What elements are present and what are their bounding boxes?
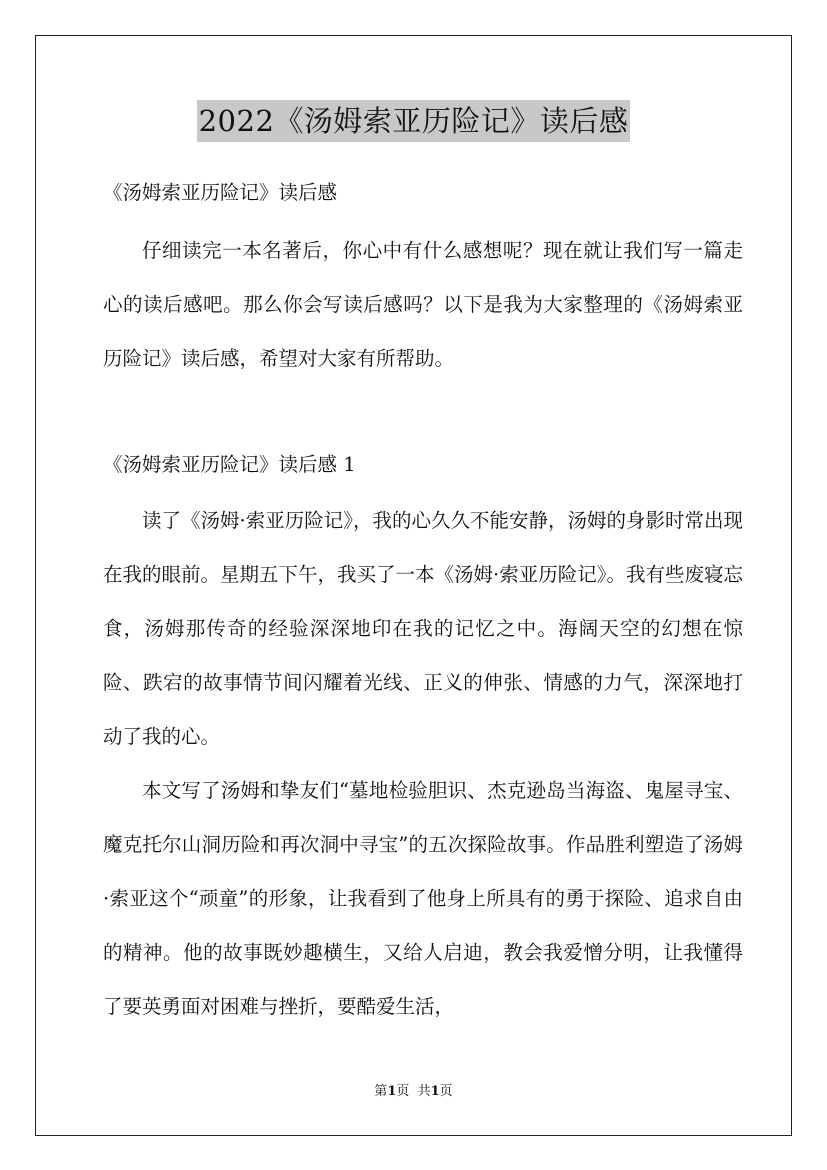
- footer-total-suffix: 页: [439, 1084, 453, 1099]
- body-text: [103, 494, 743, 1034]
- section-heading: 《汤姆索亚历险记》读后感 1: [103, 453, 356, 476]
- intro-paragraph-container: [103, 224, 743, 386]
- footer-page-number: 1: [387, 1084, 397, 1099]
- body-paragraph: 本文写了汤姆和挚友们“墓地检验胆识、杰克逊岛当海盗、鬼屋寻宝、魔克托尔山洞历险和再次洞中寻宝”的五次探险故事。作品胜利塑造了汤姆·索亚这个“顽童”的形象，让我看到了他身上所具有的勇于探险、追求自由的精神。他的故事既妙趣横生，又给人启迪，教会我爱憎分明，让我懂得了要英勇面对困难与挫折，要酷爱生活，: [103, 779, 743, 1018]
- footer-page-prefix: 第: [374, 1084, 388, 1099]
- page-footer: [0, 1082, 827, 1102]
- document-subtitle: 《汤姆索亚历险记》读后感: [103, 181, 338, 204]
- title-container: [0, 100, 827, 142]
- intro-paragraph: 仔细读完一本名著后，你心中有什么感想呢？现在就让我们写一篇走心的读后感吧。那么你会写读后感吗？以下是我为大家整理的《汤姆索亚历险记》读后感，希望对大家有所帮助。: [103, 239, 743, 370]
- footer-total-pages: 1: [430, 1084, 440, 1099]
- body-paragraph: 读了《汤姆·索亚历险记》，我的心久久不能安静，汤姆的身影时常出现在我的眼前。星期五下午，我买了一本《汤姆·索亚历险记》。我有些废寝忘食，汤姆那传奇的经验深深地印在我的记忆之中。海阔天空的幻想在惊险、跌宕的故事情节间闪耀着光线、正义的伸张、情感的力气，深深地打动了我的心。: [103, 509, 743, 748]
- document-title: 2022《汤姆索亚历险记》读后感: [197, 100, 631, 142]
- footer-page-suffix: 页 共: [396, 1084, 431, 1099]
